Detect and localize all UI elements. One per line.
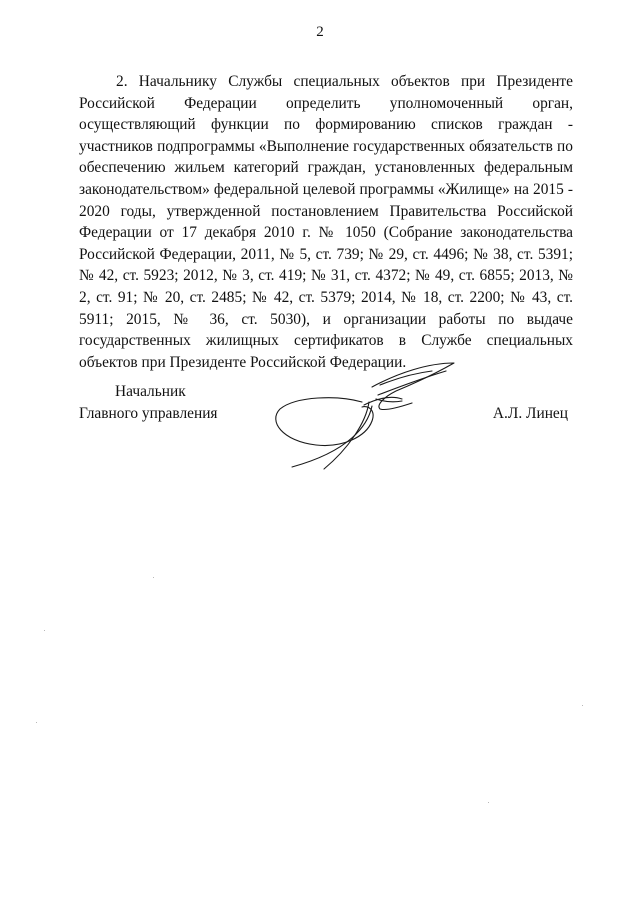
- handwritten-signature: [268, 355, 468, 475]
- signatory-title-block: [79, 381, 218, 425]
- scan-speck: [488, 802, 489, 803]
- body-paragraph: 2. Начальнику Службы специальных объектов при Президенте Российской Федерации определить уполномоченный орган, осуществляющий функции по формированию списков граждан - участников подпрограммы «Выполнение государственных обязательств по обеспечению жильем категорий граждан, установленных федеральным законодательством» федеральной целевой программы «Жилище» на 2015 - 2020 годы, утвержденной постановлением Правительства Российской Федерации от 17 декабря 2010 г. № 1050 (Собрание законодательства Российской Федерации, 2011, № 5, ст. 739; № 29, ст. 4496; № 38, ст. 5391; № 42, ст. 5923; 2012, № 3, ст. 419; № 31, ст. 4372; № 49, ст. 6855; 2013, № 2, ст. 91; № 20, ст. 2485; № 42, ст. 5379; 2014, № 18, ст. 2200; № 43, ст. 5911; 2015, № 36, ст. 5030), и организации работы по выдаче государственных жилищных сертификатов в Службе специальных объектов при Президенте Российской Федерации.: [79, 73, 573, 371]
- scan-speck: [44, 630, 45, 631]
- page-number: 2: [316, 24, 324, 40]
- signatory-title-line-2: Главного управления: [79, 405, 218, 422]
- signatory-name: А.Л. Линец: [492, 405, 568, 422]
- signatory-title-line-1: Начальник: [115, 383, 186, 400]
- scan-speck: [153, 577, 154, 578]
- scan-speck: [582, 705, 583, 706]
- scan-speck: [36, 722, 37, 723]
